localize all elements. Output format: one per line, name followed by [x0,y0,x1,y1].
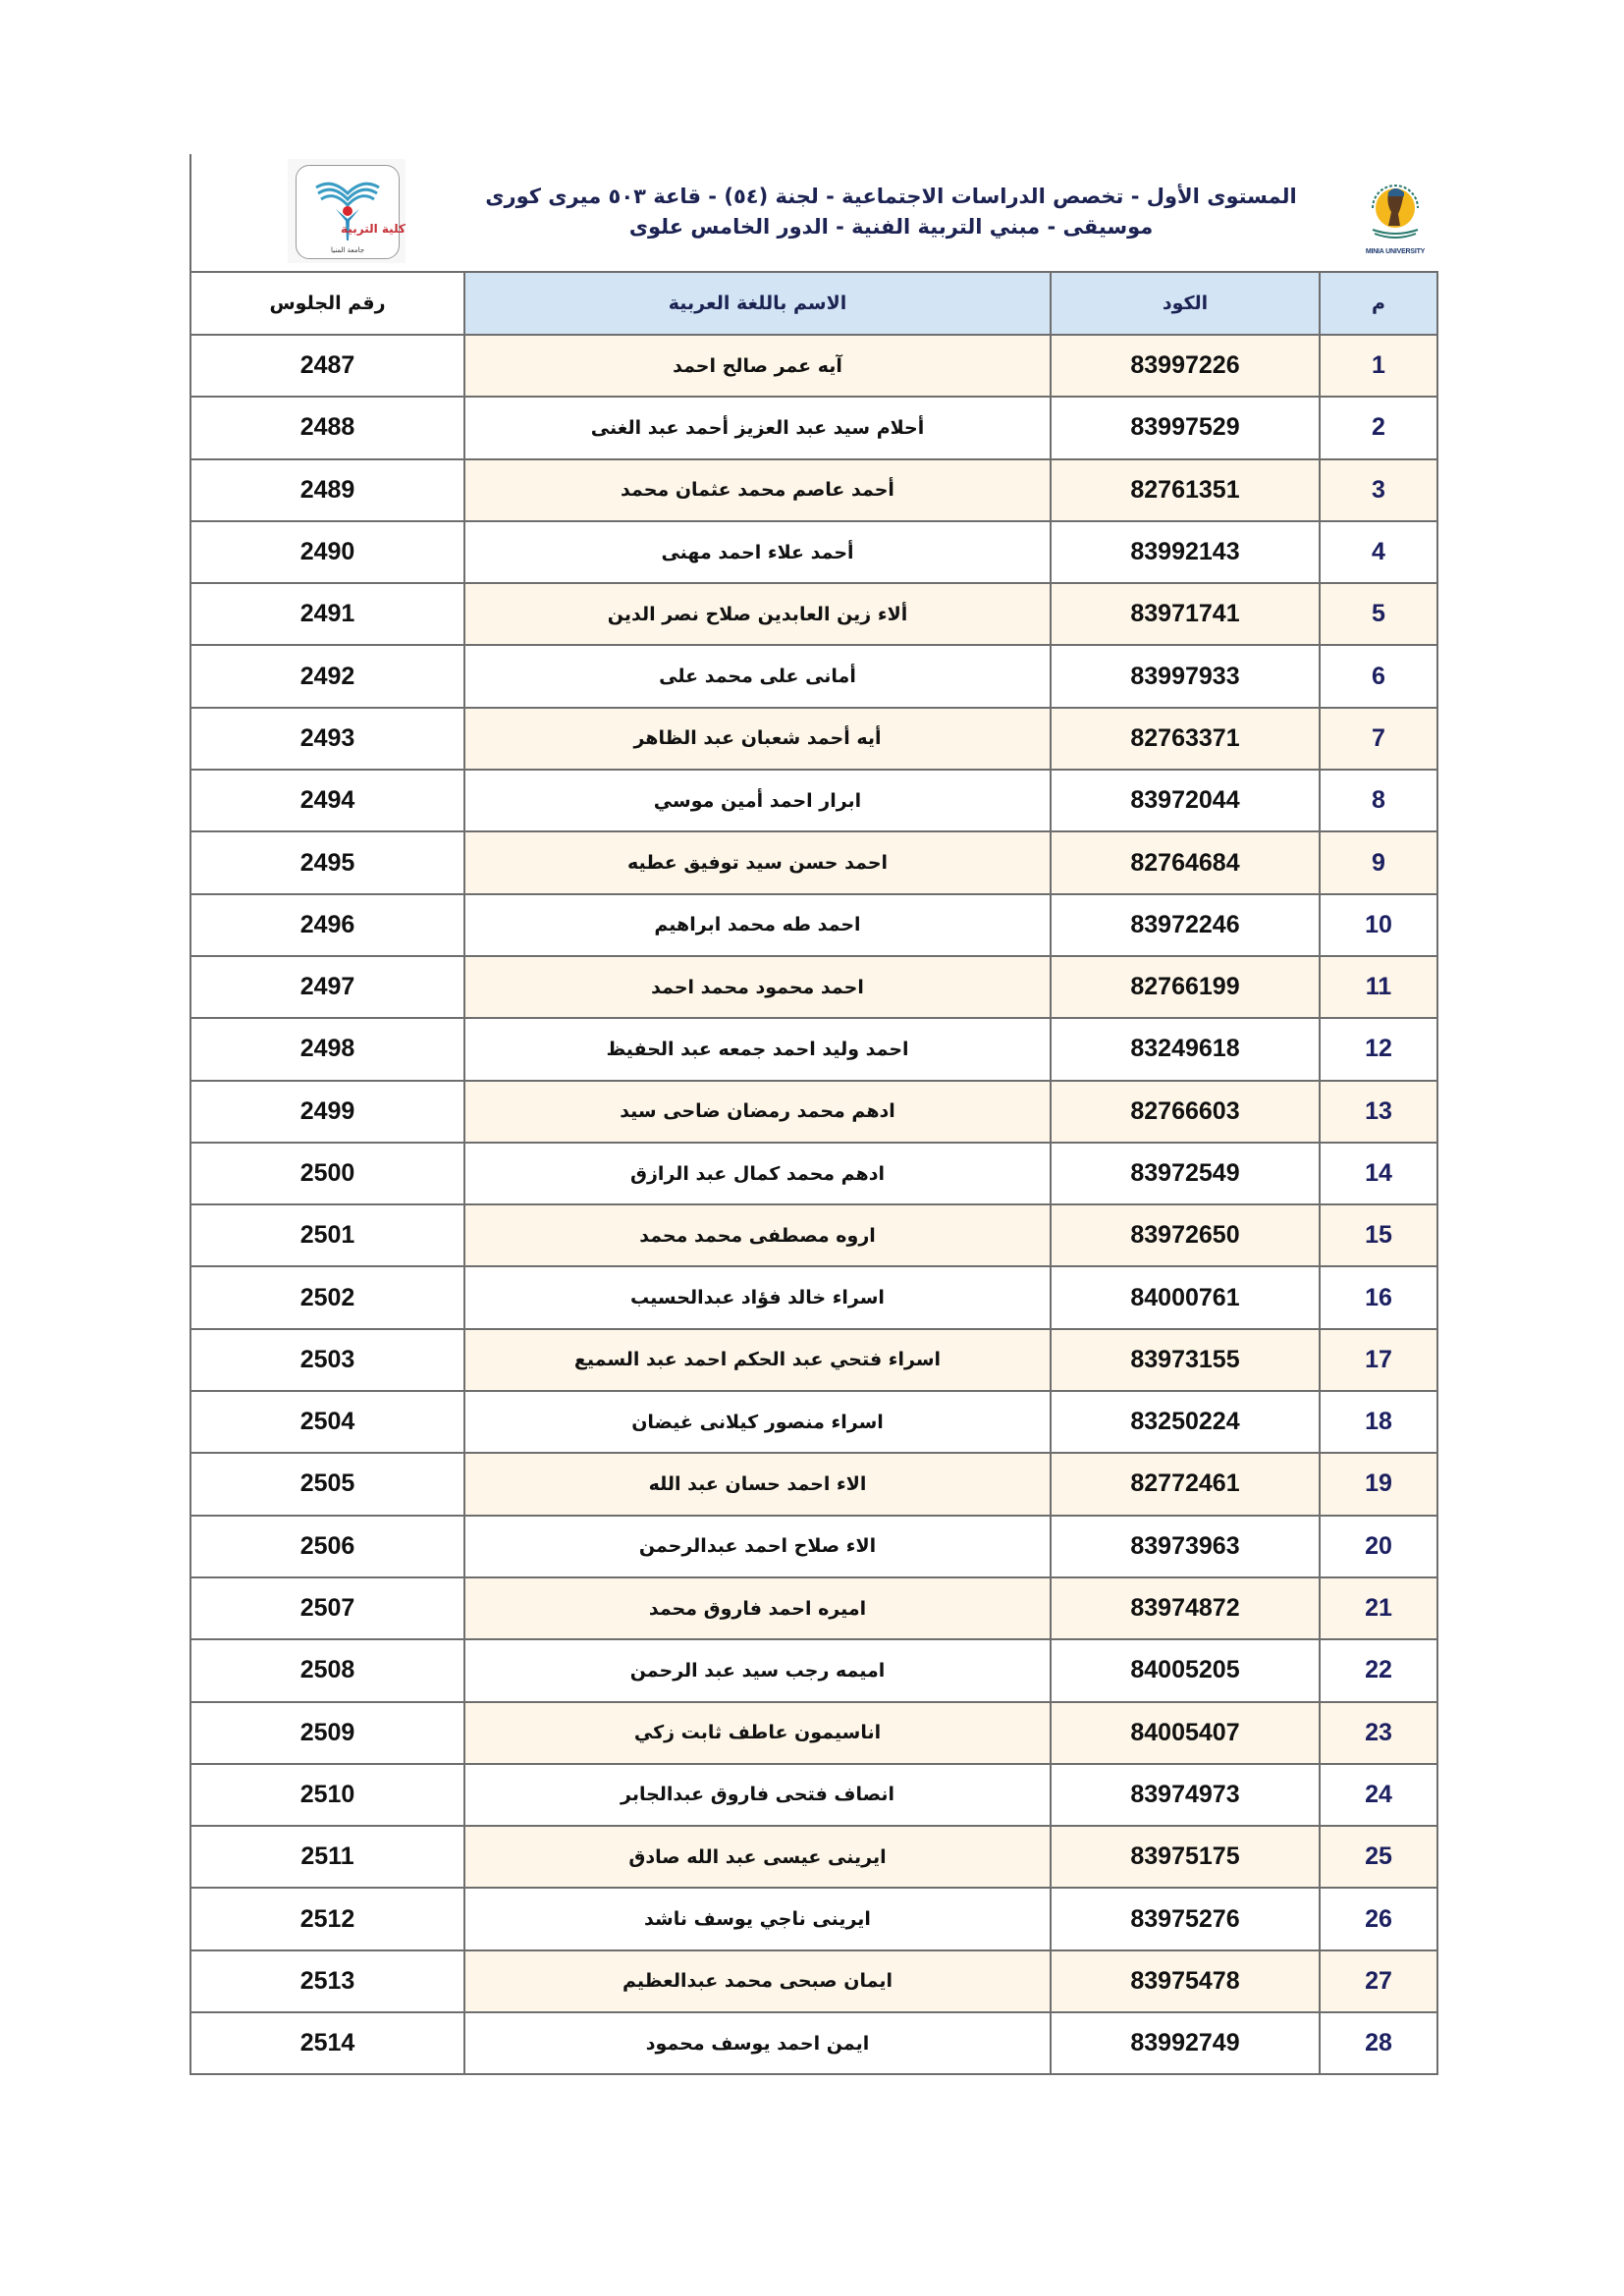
student-code-cell: 82766603 [1051,1081,1320,1143]
seat-number-cell: 2499 [190,1081,464,1143]
seat-number-cell: 2504 [190,1391,464,1453]
student-code-cell: 83975478 [1051,1950,1320,2012]
seat-number-cell: 2490 [190,521,464,583]
table-row [190,1702,1437,1764]
seat-number-cell: 2501 [190,1204,464,1266]
table-row [190,521,1437,583]
faculty-of-education-logo [288,159,406,263]
student-code-cell: 83249618 [1051,1018,1320,1080]
student-code-cell: 82766199 [1051,956,1320,1018]
seat-number-cell: 2500 [190,1143,464,1204]
student-code-cell: 83972650 [1051,1204,1320,1266]
row-index-cell: 5 [1320,583,1437,645]
minia-university-logo [1365,169,1426,257]
student-name-cell: ادهم محمد رمضان ضاحى سيد [464,1081,1051,1143]
student-name-cell: ايمن احمد يوسف محمود [464,2012,1051,2074]
table-header-row [190,272,1437,335]
seat-number-cell: 2505 [190,1453,464,1515]
table-row [190,894,1437,956]
seat-number-cell: 2489 [190,459,464,521]
row-index-cell: 4 [1320,521,1437,583]
student-name-cell: اروه مصطفى محمد محمد [464,1204,1051,1266]
seat-number-cell: 2488 [190,397,464,458]
student-code-cell: 82761351 [1051,459,1320,521]
student-name-cell: الاء احمد حسان عبد الله [464,1453,1051,1515]
seat-number-cell: 2506 [190,1516,464,1577]
row-index-cell: 3 [1320,459,1437,521]
seat-number-cell: 2502 [190,1266,464,1328]
student-code-cell: 83971741 [1051,583,1320,645]
table-row [190,1143,1437,1204]
row-index-cell: 11 [1320,956,1437,1018]
table-row [190,1516,1437,1577]
university-emblem-icon [1365,169,1426,245]
student-name-cell: احمد وليد احمد جمعه عبد الحفيظ [464,1018,1051,1080]
table-row [190,708,1437,770]
student-name-cell: ابرار احمد أمين موسي [464,770,1051,831]
student-code-cell: 83992143 [1051,521,1320,583]
row-index-cell: 28 [1320,2012,1437,2074]
seat-number-cell: 2496 [190,894,464,956]
row-index-cell: 22 [1320,1639,1437,1701]
student-code-cell: 82763371 [1051,708,1320,770]
row-index-cell: 23 [1320,1702,1437,1764]
table-row [190,956,1437,1018]
student-name-cell: انصاف فتحى فاروق عبدالجابر [464,1764,1051,1826]
table-row [190,645,1437,707]
student-code-cell: 84000761 [1051,1266,1320,1328]
student-name-cell: أمانى على محمد على [464,645,1051,707]
student-name-cell: اسراء منصور كيلانى غيضان [464,1391,1051,1453]
logo-left-text: كلية التربية [341,222,406,236]
student-name-cell: ايرينى عيسى عبد الله صادق [464,1826,1051,1888]
student-code-cell: 83972246 [1051,894,1320,956]
table-body [190,335,1437,2074]
logo-right-caption: MINIA UNIVERSITY [1365,248,1426,255]
row-index-cell: 25 [1320,1826,1437,1888]
student-code-cell: 83973155 [1051,1329,1320,1391]
student-name-cell: اناسيمون عاطف ثابت زكي [464,1702,1051,1764]
table-row [190,1329,1437,1391]
student-name-cell: أيه أحمد شعبان عبد الظاهر [464,708,1051,770]
row-index-cell: 8 [1320,770,1437,831]
student-name-cell: اميمه رجب سيد عبد الرحمن [464,1639,1051,1701]
student-code-cell: 83250224 [1051,1391,1320,1453]
seat-number-cell: 2498 [190,1018,464,1080]
seat-number-cell: 2503 [190,1329,464,1391]
seat-number-cell: 2507 [190,1577,464,1639]
table-row [190,335,1437,397]
student-code-cell: 82772461 [1051,1453,1320,1515]
seat-number-cell: 2495 [190,831,464,893]
student-name-cell: اميره احمد فاروق محمد [464,1577,1051,1639]
student-code-cell: 83972044 [1051,770,1320,831]
seat-number-cell: 2512 [190,1888,464,1949]
row-index-cell: 27 [1320,1950,1437,2012]
seat-number-cell: 2487 [190,335,464,397]
row-index-cell: 15 [1320,1204,1437,1266]
table-row [190,831,1437,893]
student-name-cell: احمد طه محمد ابراهيم [464,894,1051,956]
table-row [190,1826,1437,1888]
student-name-cell: احمد محمود محمد احمد [464,956,1051,1018]
seat-number-cell: 2513 [190,1950,464,2012]
row-index-cell: 26 [1320,1888,1437,1949]
row-index-cell: 17 [1320,1329,1437,1391]
student-code-cell: 83975276 [1051,1888,1320,1949]
seat-number-cell: 2492 [190,645,464,707]
table-row [190,1204,1437,1266]
table-row [190,2012,1437,2074]
table-row [190,459,1437,521]
row-index-cell: 13 [1320,1081,1437,1143]
row-index-cell: 20 [1320,1516,1437,1577]
student-name-cell: أحمد علاء احمد مهنى [464,521,1051,583]
row-index-cell: 1 [1320,335,1437,397]
student-code-cell: 83972549 [1051,1143,1320,1204]
column-header-seat-number: رقم الجلوس [190,272,464,335]
student-code-cell: 83975175 [1051,1826,1320,1888]
row-index-cell: 14 [1320,1143,1437,1204]
table-row [190,1764,1437,1826]
student-name-cell: احمد حسن سيد توفيق عطيه [464,831,1051,893]
column-header-code: الكود [1051,272,1320,335]
open-book-icon [297,166,406,258]
row-index-cell: 18 [1320,1391,1437,1453]
row-index-cell: 10 [1320,894,1437,956]
table-row [190,583,1437,645]
title-line-2: موسيقى - مبني التربية الفنية - الدور الخامس علوى [628,215,1154,239]
table-row [190,1266,1437,1328]
student-name-cell: ايرينى ناجي يوسف ناشد [464,1888,1051,1949]
students-table [189,271,1438,2075]
seat-number-cell: 2511 [190,1826,464,1888]
logo-left-subtext: جامعة المنيا [330,246,365,254]
table-row [190,1081,1437,1143]
student-name-cell: ادهم محمد كمال عبد الرازق [464,1143,1051,1204]
table-row [190,1018,1437,1080]
seat-number-cell: 2491 [190,583,464,645]
document-header [189,154,1435,271]
table-row [190,1391,1437,1453]
page-title [484,182,1298,242]
row-index-cell: 12 [1320,1018,1437,1080]
student-name-cell: اسراء فتحي عبد الحكم احمد عبد السميع [464,1329,1051,1391]
student-name-cell: آيه عمر صالح احمد [464,335,1051,397]
student-name-cell: ايمان صبحى محمد عبدالعظيم [464,1950,1051,2012]
row-index-cell: 6 [1320,645,1437,707]
student-code-cell: 83974973 [1051,1764,1320,1826]
student-code-cell: 83997529 [1051,397,1320,458]
table-row [190,1453,1437,1515]
column-header-arabic-name: الاسم باللغة العربية [464,272,1051,335]
student-code-cell: 83973963 [1051,1516,1320,1577]
column-header-index: م [1320,272,1437,335]
seat-number-cell: 2508 [190,1639,464,1701]
table-row [190,770,1437,831]
table-row [190,1639,1437,1701]
table-row [190,397,1437,458]
row-index-cell: 7 [1320,708,1437,770]
student-name-cell: ألاء زين العابدين صلاح نصر الدين [464,583,1051,645]
seat-number-cell: 2494 [190,770,464,831]
seat-number-cell: 2493 [190,708,464,770]
row-index-cell: 16 [1320,1266,1437,1328]
row-index-cell: 2 [1320,397,1437,458]
student-code-cell: 83997933 [1051,645,1320,707]
student-name-cell: أحلام سيد عبد العزيز أحمد عبد الغنى [464,397,1051,458]
student-code-cell: 83997226 [1051,335,1320,397]
student-name-cell: أحمد عاصم محمد عثمان محمد [464,459,1051,521]
table-row [190,1577,1437,1639]
student-code-cell: 82764684 [1051,831,1320,893]
row-index-cell: 9 [1320,831,1437,893]
student-code-cell: 83974872 [1051,1577,1320,1639]
seat-number-cell: 2514 [190,2012,464,2074]
seat-number-cell: 2509 [190,1702,464,1764]
student-code-cell: 84005205 [1051,1639,1320,1701]
student-name-cell: اسراء خالد فؤاد عبدالحسيب [464,1266,1051,1328]
row-index-cell: 21 [1320,1577,1437,1639]
student-code-cell: 84005407 [1051,1702,1320,1764]
table-row [190,1950,1437,2012]
student-name-cell: الاء صلاح احمد عبدالرحمن [464,1516,1051,1577]
student-code-cell: 83992749 [1051,2012,1320,2074]
row-index-cell: 19 [1320,1453,1437,1515]
title-line-1: المستوى الأول - تخصص الدراسات الاجتماعية - لجنة (٥٤) - قاعة ٥٠٣ ميرى كورى [485,185,1297,208]
seat-number-cell: 2497 [190,956,464,1018]
table-row [190,1888,1437,1949]
row-index-cell: 24 [1320,1764,1437,1826]
seat-number-cell: 2510 [190,1764,464,1826]
